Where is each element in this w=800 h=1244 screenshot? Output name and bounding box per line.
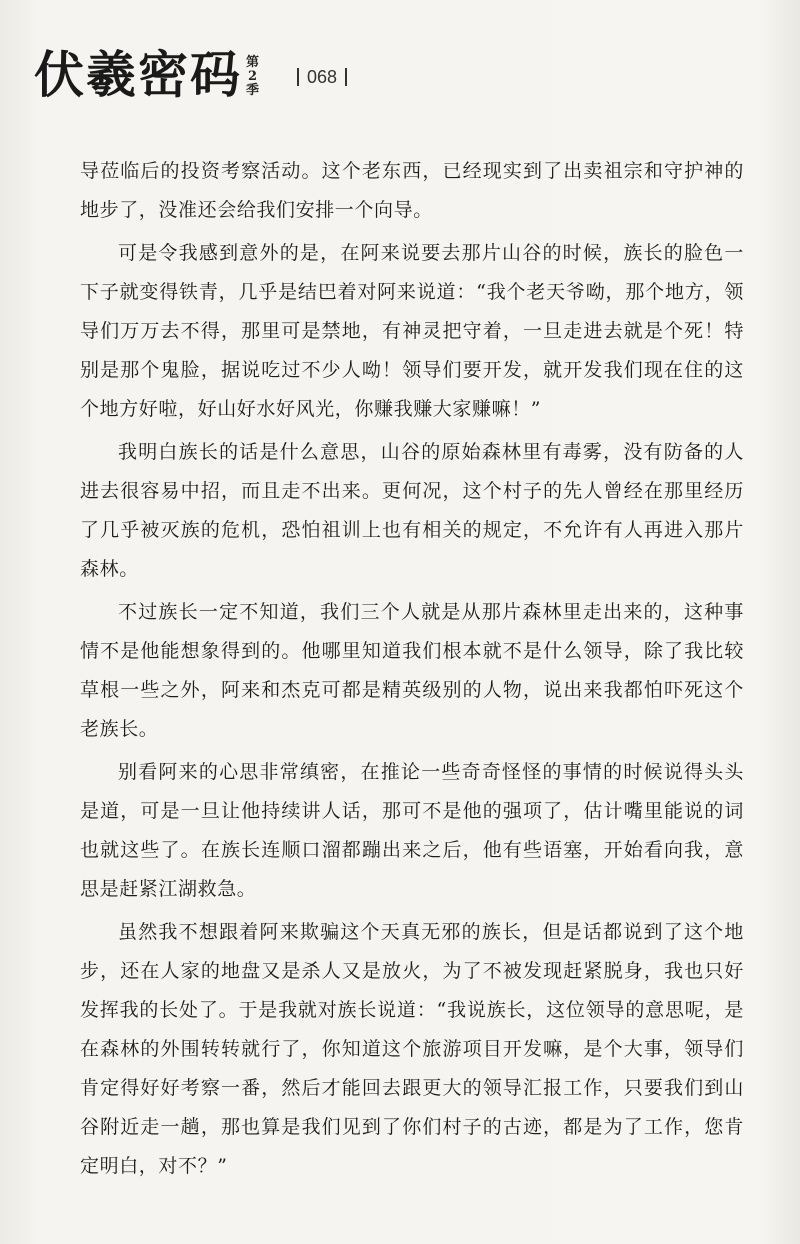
divider-bar xyxy=(345,68,347,86)
season-label xyxy=(246,56,259,98)
divider-bar xyxy=(297,68,299,86)
paragraph: 不过族长一定不知道，我们三个人就是从那片森林里走出来的，这种事情不是他能想象得到的。他哪里知道我们根本就不是什么领导，除了我比较草根一些之外，阿来和杰克可都是精英级别的人物，说出来我都怕吓死这个老族长。 xyxy=(80,601,744,740)
paragraph: 别看阿来的心思非常缜密，在推论一些奇奇怪怪的事情的时候说得头头是道，可是一旦让他持续讲人话，那可不是他的强项了，估计嘴里能说的词也就这些了。在族长连顺口溜都蹦出来之后，他有些语塞，开始看向我，意思是赶紧江湖救急。 xyxy=(80,761,744,900)
paragraph: 可是令我感到意外的是，在阿来说要去那片山谷的时候，族长的脸色一下子就变得铁青，几乎是结巴着对阿来说道：“我个老天爷呦，那个地方，领导们万万去不得，那里可是禁地，有神灵把守着，一旦走进去就是个死！特别是那个鬼脸，据说吃过不少人呦！领导们要开发，就开发我们现在住的这个地方好啦，好山好水好风光，你赚我赚大家赚嘛！” xyxy=(80,242,744,420)
page-header xyxy=(34,40,347,110)
season-char: 季 xyxy=(246,83,260,98)
book-title: 伏羲密码 xyxy=(34,45,242,104)
paragraph: 虽然我不想跟着阿来欺骗这个天真无邪的族长，但是话都说到了这个地步，还在人家的地盘又是杀人又是放火，为了不被发现赶紧脱身，我也只好发挥我的长处了。于是我就对族长说道：“我说族长，这位领导的意思呢，是在森林的外围转转就行了，你知道这个旅游项目开发嘛，是个大事，领导们肯定得好好考察一番，然后才能回去跟更大的领导汇报工作，只要我们到山谷附近走一趟，那也算是我们见到了你们村子的古迹，都是为了工作，您肯定明白，对不？” xyxy=(80,921,744,1177)
page-number xyxy=(297,67,347,88)
season-char: 第 xyxy=(246,55,260,70)
season-number: 2 xyxy=(247,69,258,84)
body-text xyxy=(80,152,744,1190)
page-number-text: 068 xyxy=(307,66,338,87)
paragraph: 我明白族长的话是什么意思，山谷的原始森林里有毒雾，没有防备的人进去很容易中招，而且走不出来。更何况，这个村子的先人曾经在那里经历了几乎被灭族的危机，恐怕祖训上也有相关的规定，不允许有人再进入那片森林。 xyxy=(80,441,744,580)
paragraph: 导莅临后的投资考察活动。这个老东西，已经现实到了出卖祖宗和守护神的地步了，没准还会给我们安排一个向导。 xyxy=(80,160,744,221)
